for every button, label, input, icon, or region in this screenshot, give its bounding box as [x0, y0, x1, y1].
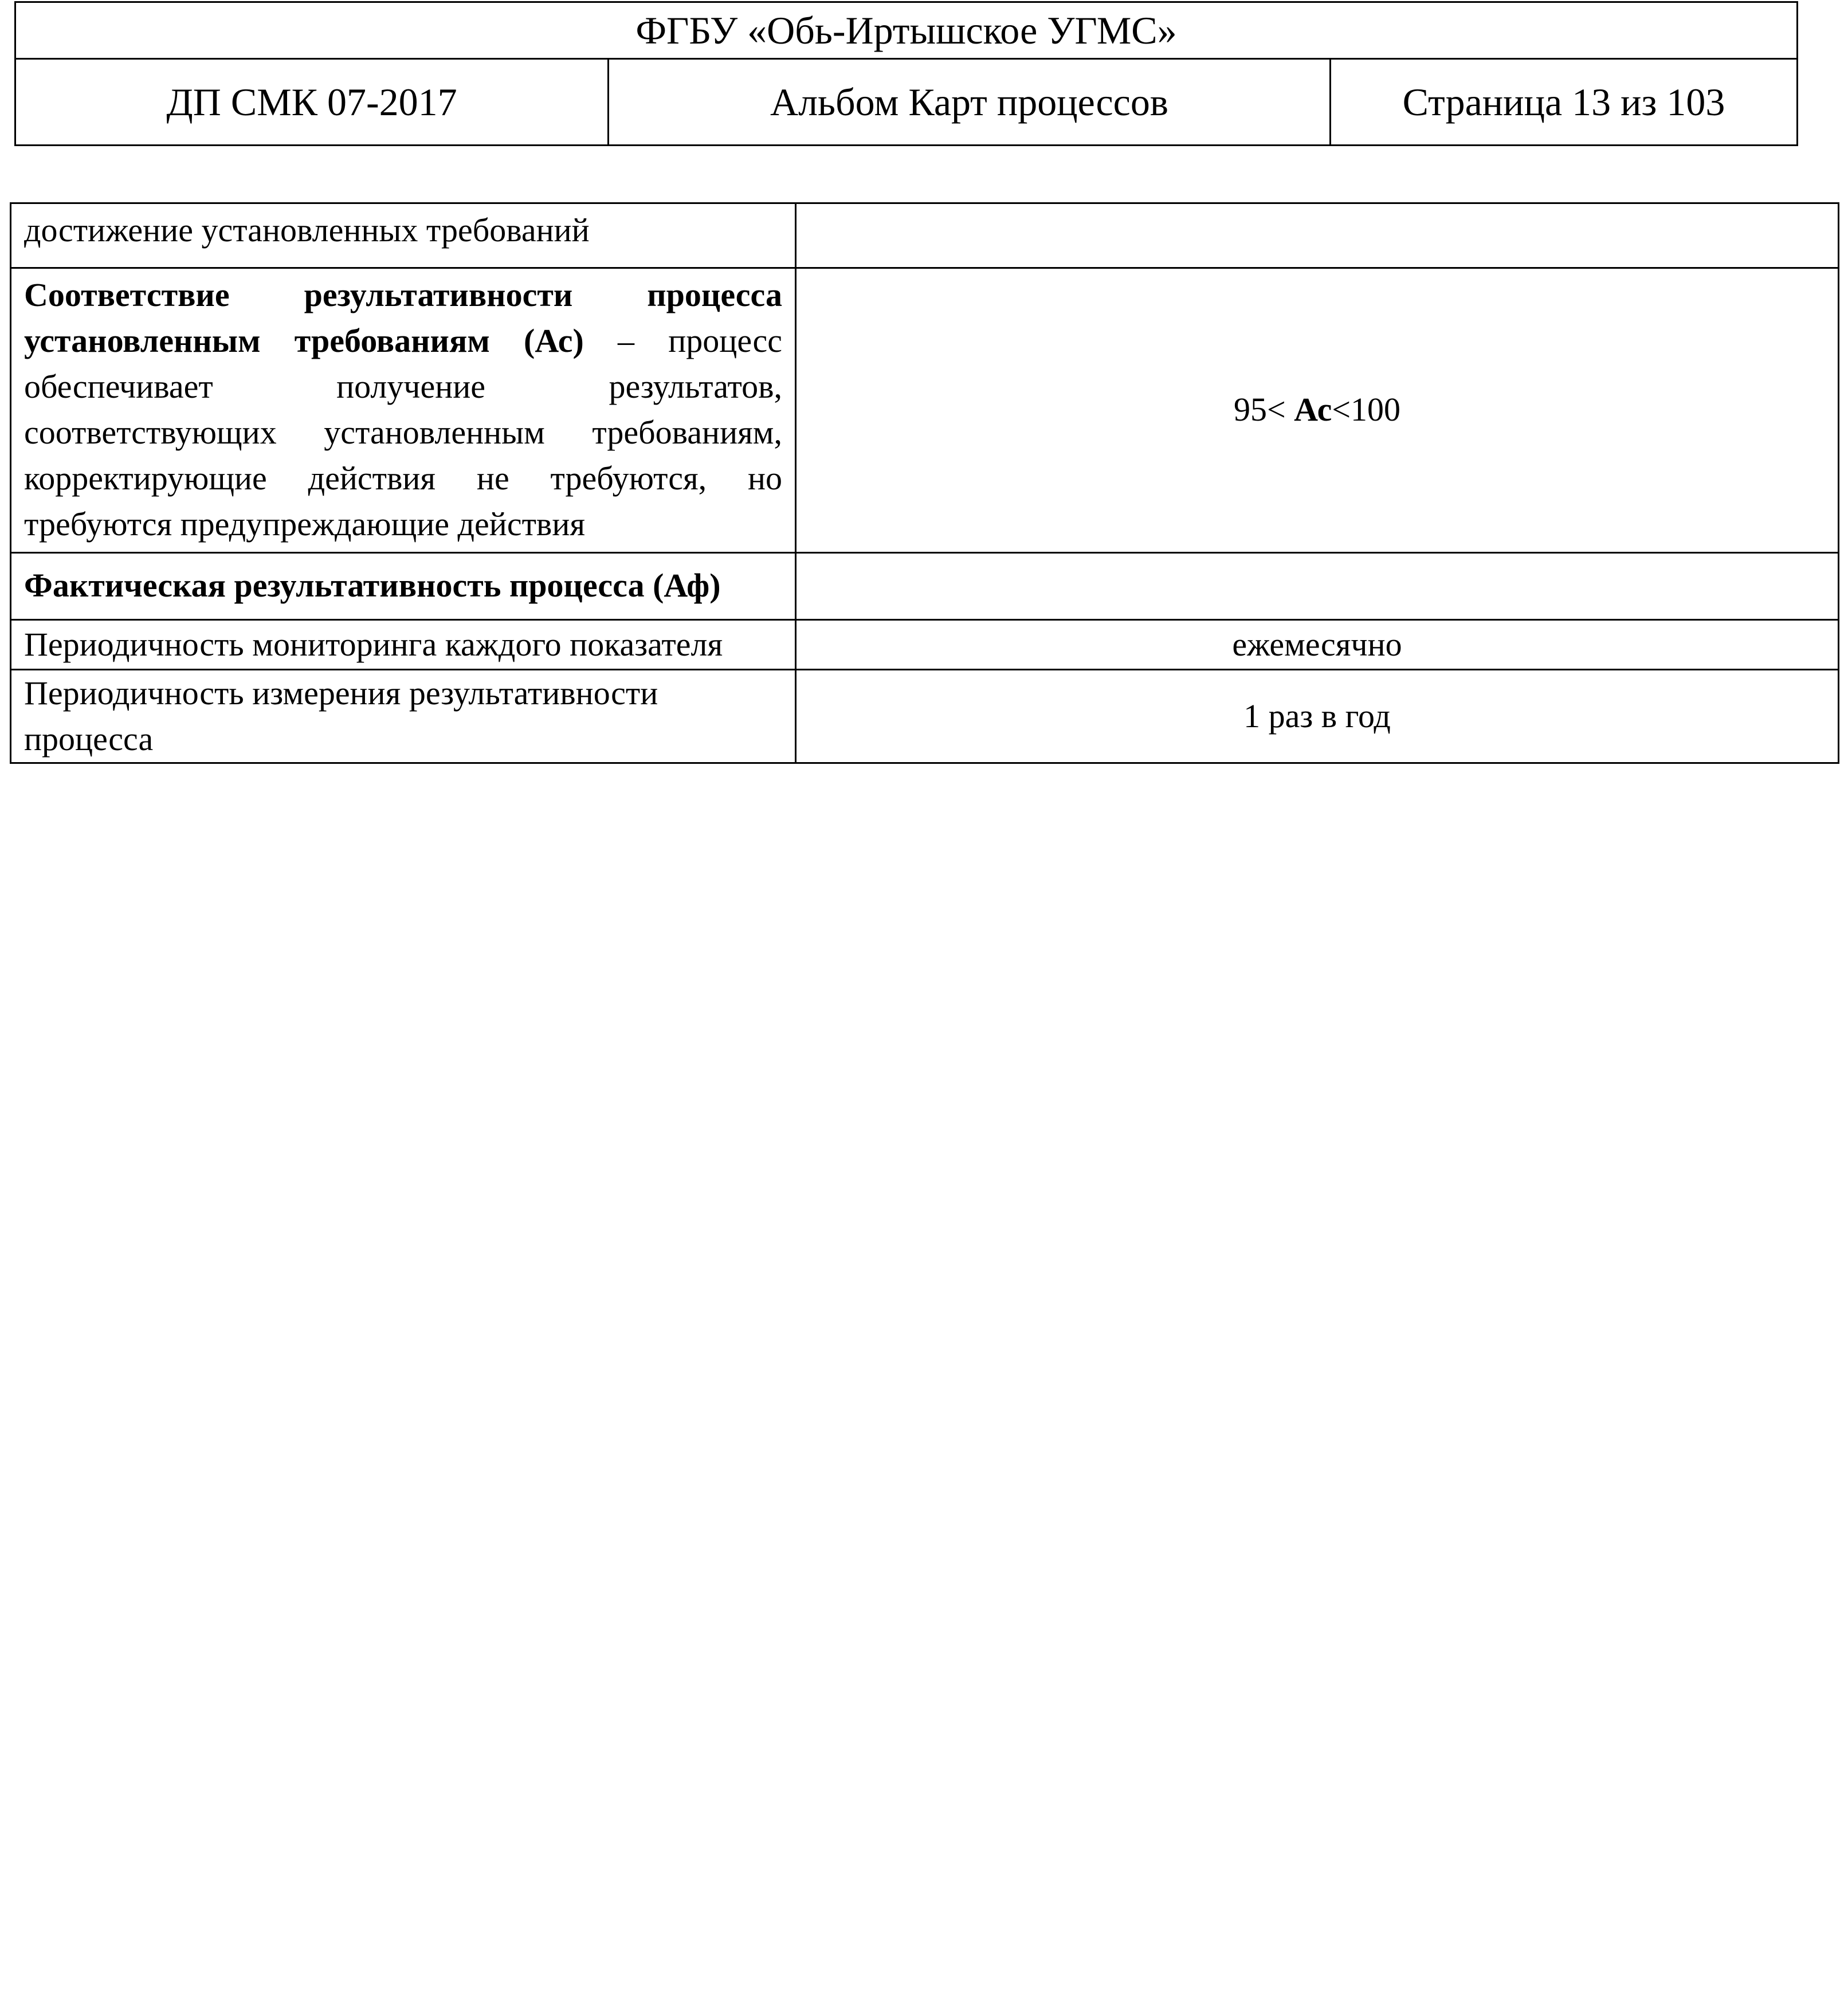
row-label: достижение установленных требований — [11, 203, 796, 268]
organization-name: ФГБУ «Обь-Иртышское УГМС» — [15, 2, 1798, 59]
table-row — [11, 203, 1839, 268]
range-variable: Ас — [1294, 391, 1332, 428]
row-label: Периодичность мониторинга каждого показателя — [11, 620, 796, 670]
row-label-text: – процесс обеспечивает получение результатов, соответствующих установленным требованиям, корректирующие действия не требуются, но требуются предупреждающие действия — [24, 322, 782, 543]
table-row — [11, 620, 1839, 670]
document-title: Альбом Карт процессов — [609, 59, 1331, 146]
row-label — [11, 268, 796, 553]
document-code: ДП СМК 07-2017 — [15, 59, 609, 146]
page-info: Страница 13 из 103 — [1331, 59, 1798, 146]
row-label-bold: Соответствие результативности процесса установленным требованиям (Ас) — [24, 276, 782, 359]
table-row — [11, 268, 1839, 553]
range-prefix: 95< — [1233, 391, 1294, 428]
row-label-bold: Фактическая результативность процесса (Аф) — [24, 567, 721, 604]
row-value — [796, 203, 1839, 268]
row-label — [11, 553, 796, 620]
row-value — [796, 553, 1839, 620]
row-value: 1 раз в год — [796, 670, 1839, 763]
range-suffix: <100 — [1332, 391, 1401, 428]
process-effectiveness-table — [10, 202, 1839, 764]
table-row — [11, 670, 1839, 763]
table-row — [11, 553, 1839, 620]
document-header — [14, 1, 1798, 146]
row-value — [796, 268, 1839, 553]
row-value: ежемесячно — [796, 620, 1839, 670]
row-label: Периодичность измерения результативности процесса — [11, 670, 796, 763]
